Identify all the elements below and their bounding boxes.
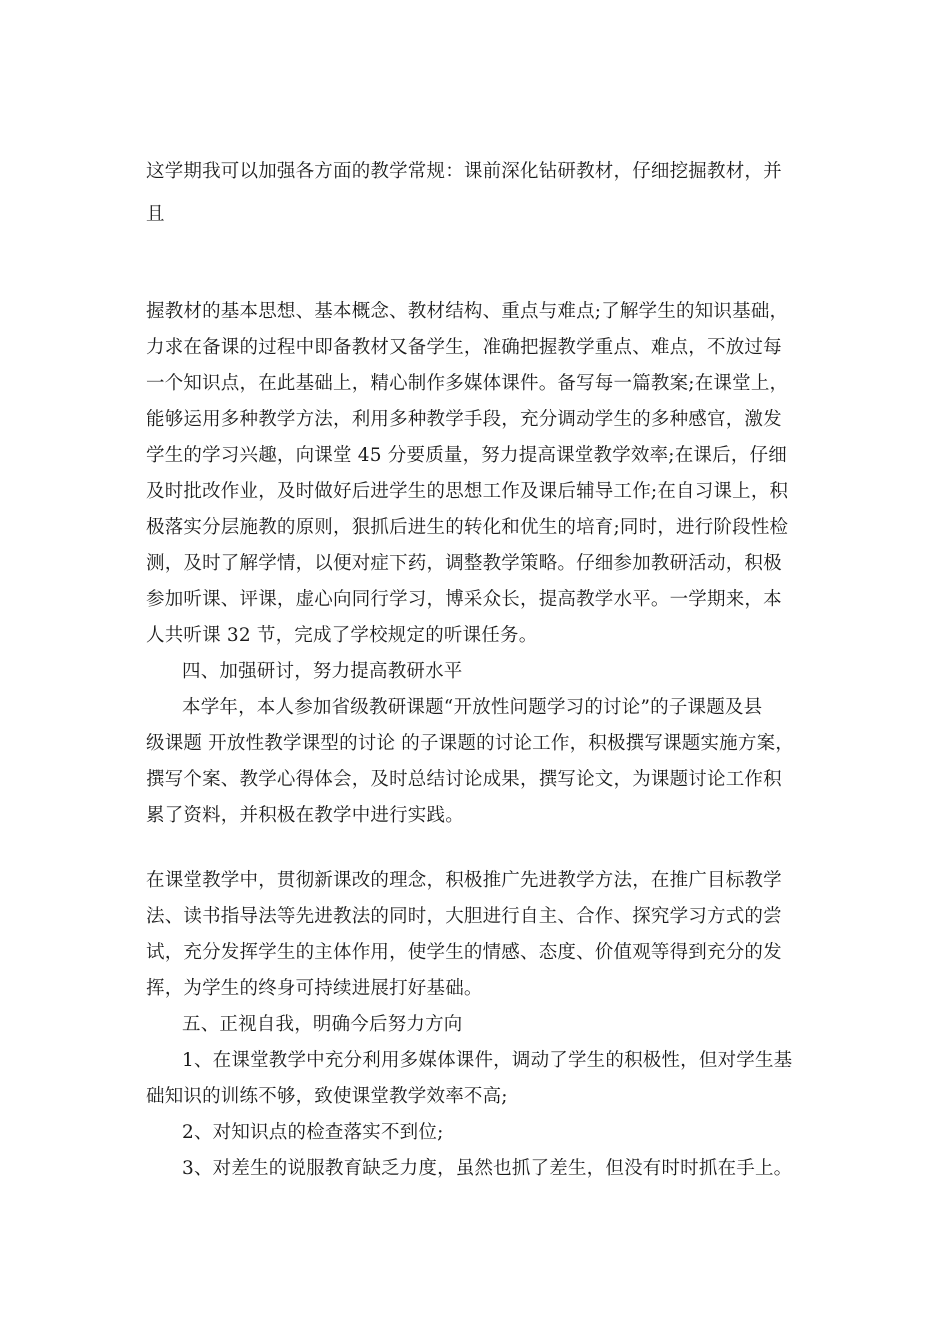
list-item-1-line-1: 1、在课堂教学中充分利用多媒体课件，调动了学生的积极性，但对学生基 (182, 1050, 793, 1071)
list-item-2: 2、对知识点的检查落实不到位; (182, 1122, 444, 1143)
paragraph-3-line-1: 本学年，本人参加省级教研课题“开放性问题学习的讨论”的子课题及县 (182, 697, 763, 718)
paragraph-4-line-3: 试，充分发挥学生的主体作用，使学生的情感、态度、价值观等得到充分的发 (146, 942, 782, 963)
section-4-heading: 四、加强研讨，努力提高教研水平 (182, 661, 463, 682)
paragraph-1-line-2: 且 (146, 204, 165, 225)
paragraph-3-line-4: 累了资料，并积极在教学中进行实践。 (146, 805, 464, 826)
paragraph-2-line-10: 人共听课 32 节，完成了学校规定的听课任务。 (146, 625, 538, 646)
paragraph-3-line-3: 撰写个案、教学心得体会，及时总结讨论成果，撰写论文，为课题讨论工作积 (146, 769, 782, 790)
paragraph-4-line-2: 法、读书指导法等先进教法的同时，大胆进行自主、合作、探究学习方式的尝 (146, 906, 782, 927)
paragraph-2-line-9: 参加听课、评课，虚心向同行学习，博采众长，提高教学水平。一学期来，本 (146, 589, 782, 610)
paragraph-2-line-5: 学生的学习兴趣，向课堂 45 分要质量，努力提高课堂教学效率;在课后，仔细 (146, 445, 787, 466)
paragraph-2-line-6: 及时批改作业，及时做好后进学生的思想工作及课后辅导工作;在自习课上，积 (146, 481, 789, 502)
paragraph-2-line-4: 能够运用多种教学方法，利用多种教学手段，充分调动学生的多种感官，激发 (146, 409, 782, 430)
list-item-1-line-2: 础知识的训练不够，致使课堂教学效率不高; (146, 1086, 508, 1107)
list-item-3: 3、对差生的说服教育缺乏力度，虽然也抓了差生，但没有时时抓在手上。 (182, 1158, 793, 1179)
paragraph-2-line-8: 测，及时了解学情，以便对症下药，调整教学策略。仔细参加教研活动，积极 (146, 553, 782, 574)
paragraph-2-line-1: 握教材的基本思想、基本概念、教材结构、重点与难点;了解学生的知识基础， (146, 301, 789, 322)
paragraph-4-line-4: 挥，为学生的终身可持续进展打好基础。 (146, 978, 483, 999)
paragraph-4-line-1: 在课堂教学中，贯彻新课改的理念，积极推广先进教学方法，在推广目标教学 (146, 870, 782, 891)
paragraph-2-line-7: 极落实分层施教的原则，狠抓后进生的转化和优生的培育;同时，进行阶段性检 (146, 517, 789, 538)
section-5-heading: 五、正视自我，明确今后努力方向 (182, 1014, 463, 1035)
paragraph-3-line-2: 级课题 开放性教学课型的讨论 的子课题的讨论工作，积极撰写课题实施方案， (146, 733, 794, 754)
paragraph-2-line-2: 力求在备课的过程中即备教材又备学生，准确把握教学重点、难点，不放过每 (146, 337, 782, 358)
paragraph-2-line-3: 一个知识点，在此基础上，精心制作多媒体课件。备写每一篇教案;在课堂上， (146, 373, 789, 394)
paragraph-1-line-1: 这学期我可以加强各方面的教学常规：课前深化钻研教材，仔细挖掘教材，并 (146, 161, 782, 182)
